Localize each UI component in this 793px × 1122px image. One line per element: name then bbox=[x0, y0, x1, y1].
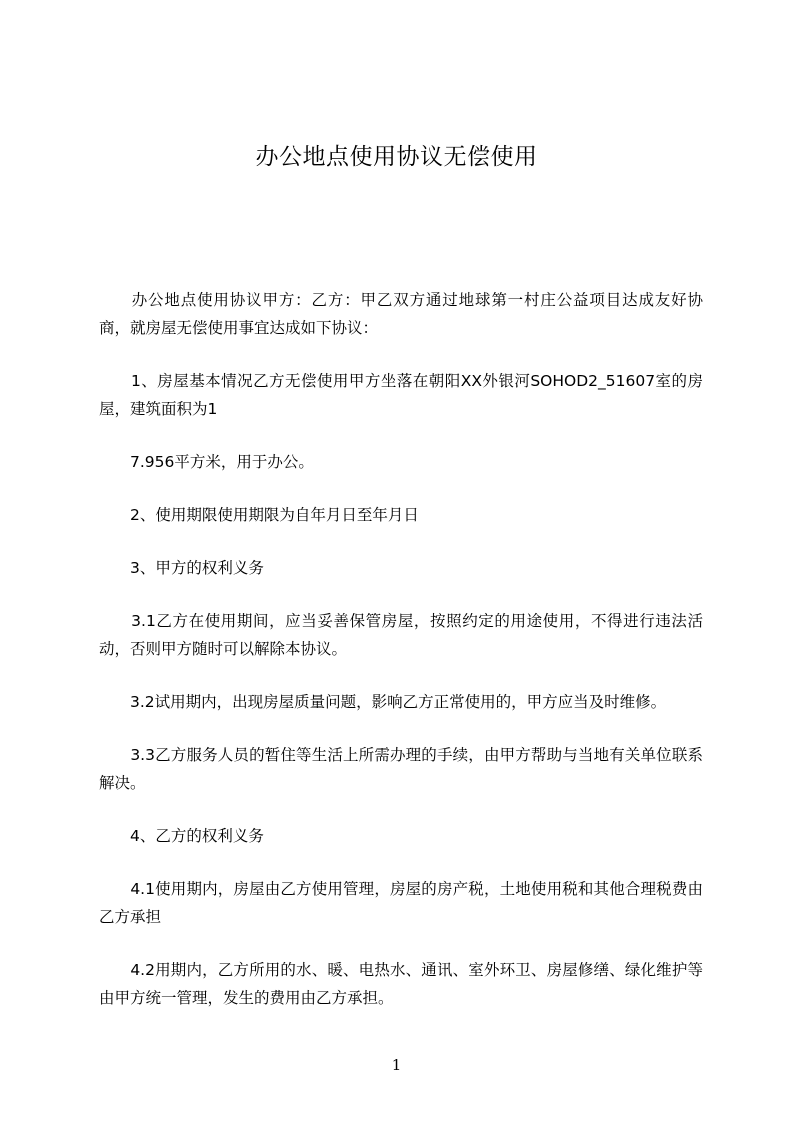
paragraph-4-1: 4.1使用期内，房屋由乙方使用管理，房屋的房产税，土地使用税和其他合理税费由乙方承担 bbox=[99, 880, 703, 926]
paragraph-1-area: 7.956平方米，用于办公。 bbox=[99, 453, 314, 471]
document-title: 办公地点使用协议无偿使用 bbox=[255, 144, 538, 170]
paragraph-1-premises: 1、房屋基本情况乙方无偿使用甲方坐落在朝阳XX外银河SOHOD2_51607室的房屋，建筑面积为1 bbox=[99, 372, 703, 418]
paragraph-intro: 办公地点使用协议甲方：乙方：甲乙双方通过地球第一村庄公益项目达成友好协商，就房屋无偿使用事宜达成如下协议： bbox=[99, 291, 703, 337]
page-number: 1 bbox=[391, 1056, 402, 1074]
paragraph-2-term: 2、使用期限使用期限为自年月日至年月日 bbox=[99, 506, 419, 524]
paragraph-3-3: 3.3乙方服务人员的暂住等生活上所需办理的手续，由甲方帮助与当地有关单位联系解决。 bbox=[99, 746, 703, 792]
paragraph-3-heading: 3、甲方的权利义务 bbox=[99, 559, 264, 577]
paragraph-3-1: 3.1乙方在使用期间，应当妥善保管房屋，按照约定的用途使用，不得进行违法活动，否则甲方随时可以解除本协议。 bbox=[99, 612, 703, 658]
paragraph-4-heading: 4、乙方的权利义务 bbox=[99, 827, 264, 845]
document-body bbox=[99, 286, 703, 1012]
paragraph-4-2: 4.2用期内，乙方所用的水、暖、电热水、通讯、室外环卫、房屋修缮、绿化维护等由甲方统一管理，发生的费用由乙方承担。 bbox=[99, 961, 703, 1007]
paragraph-3-2: 3.2试用期内，出现房屋质量问题，影响乙方正常使用的，甲方应当及时维修。 bbox=[99, 693, 667, 711]
